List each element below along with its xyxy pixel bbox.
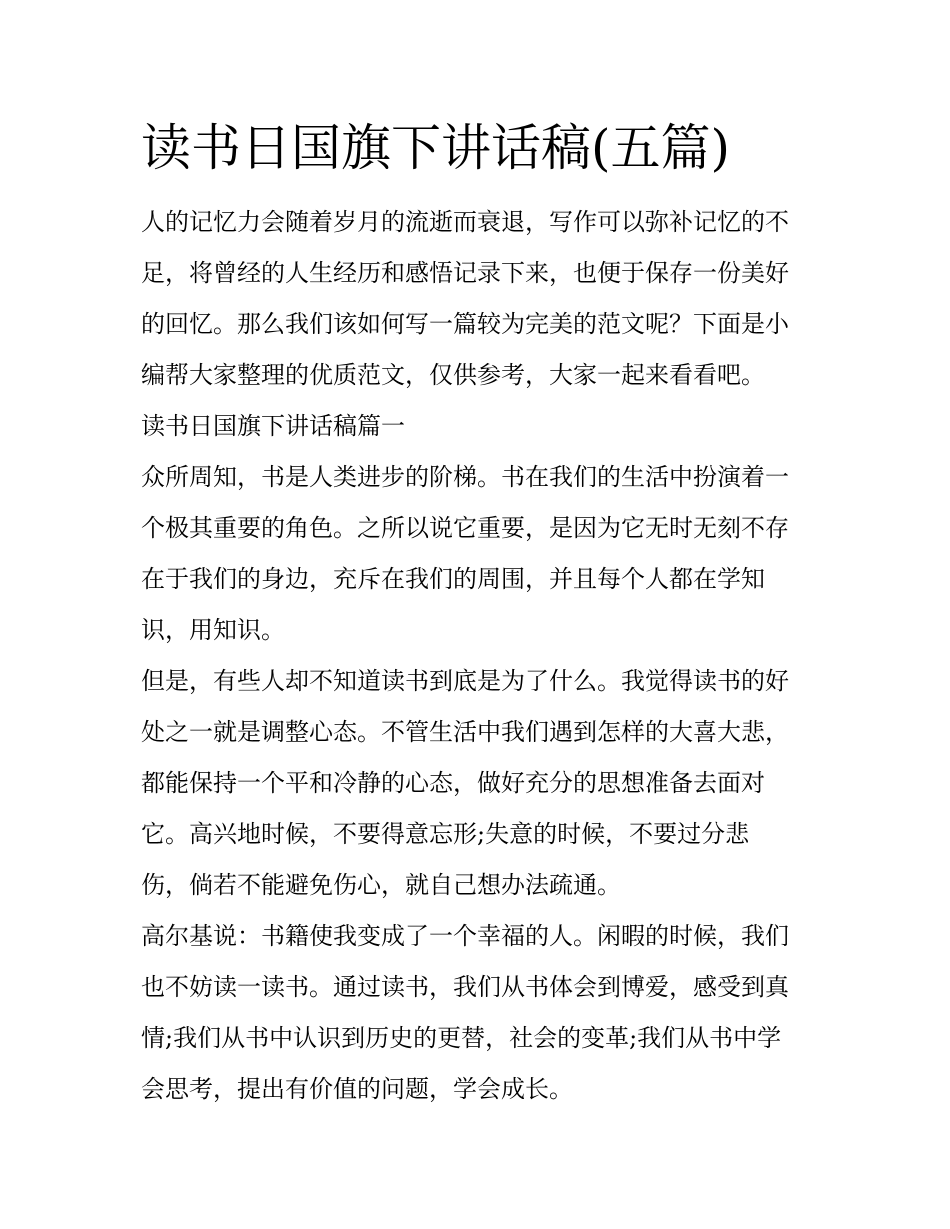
section-heading-text: 读书日国旗下讲话稿篇一 [141, 412, 405, 440]
text-line: 足，将曾经的人生经历和感悟记录下来，也便于保存一份美好 [141, 259, 789, 287]
text-line: 都能保持一个平和冷静的心态，做好充分的思想准备去面对 [141, 769, 765, 797]
text-line: 处之一就是调整心态。不管生活中我们遇到怎样的大喜大悲， [141, 718, 789, 746]
text-line: 伤，倘若不能避免伤心，就自己想办法疏通。 [141, 871, 621, 899]
body-paragraph [141, 656, 813, 911]
text-line: 个极其重要的角色。之所以说它重要，是因为它无时无刻不存 [141, 514, 789, 542]
text-line: 众所周知，书是人类进步的阶梯。书在我们的生活中扮演着一 [141, 463, 789, 491]
intro-paragraph [141, 197, 813, 401]
text-line: 它。高兴地时候，不要得意忘形;失意的时候，不要过分悲 [141, 820, 750, 848]
body-paragraph [141, 911, 813, 1115]
body-paragraph [141, 452, 813, 656]
text-line: 情;我们从书中认识到历史的更替，社会的变革;我们从书中学 [141, 1024, 782, 1052]
section-heading [141, 401, 813, 452]
text-line: 高尔基说：书籍使我变成了一个幸福的人。闲暇的时候，我们 [141, 922, 789, 950]
text-line: 在于我们的身边，充斥在我们的周围，并且每个人都在学知 [141, 565, 765, 593]
text-line: 识，用知识。 [141, 616, 285, 644]
text-line: 也不妨读一读书。通过读书，我们从书体会到博爱，感受到真 [141, 973, 789, 1001]
text-line: 会思考，提出有价值的问题，学会成长。 [141, 1075, 573, 1103]
text-line: 人的记忆力会随着岁月的流逝而衰退，写作可以弥补记忆的不 [141, 208, 789, 236]
document-title: 读书日国旗下讲话稿(五篇) [141, 119, 731, 177]
text-line: 但是，有些人却不知道读书到底是为了什么。我觉得读书的好 [141, 667, 789, 695]
text-line: 编帮大家整理的优质范文，仅供参考，大家一起来看看吧。 [141, 361, 765, 389]
text-line: 的回忆。那么我们该如何写一篇较为完美的范文呢？下面是小 [141, 310, 789, 338]
document-body [141, 197, 813, 1115]
